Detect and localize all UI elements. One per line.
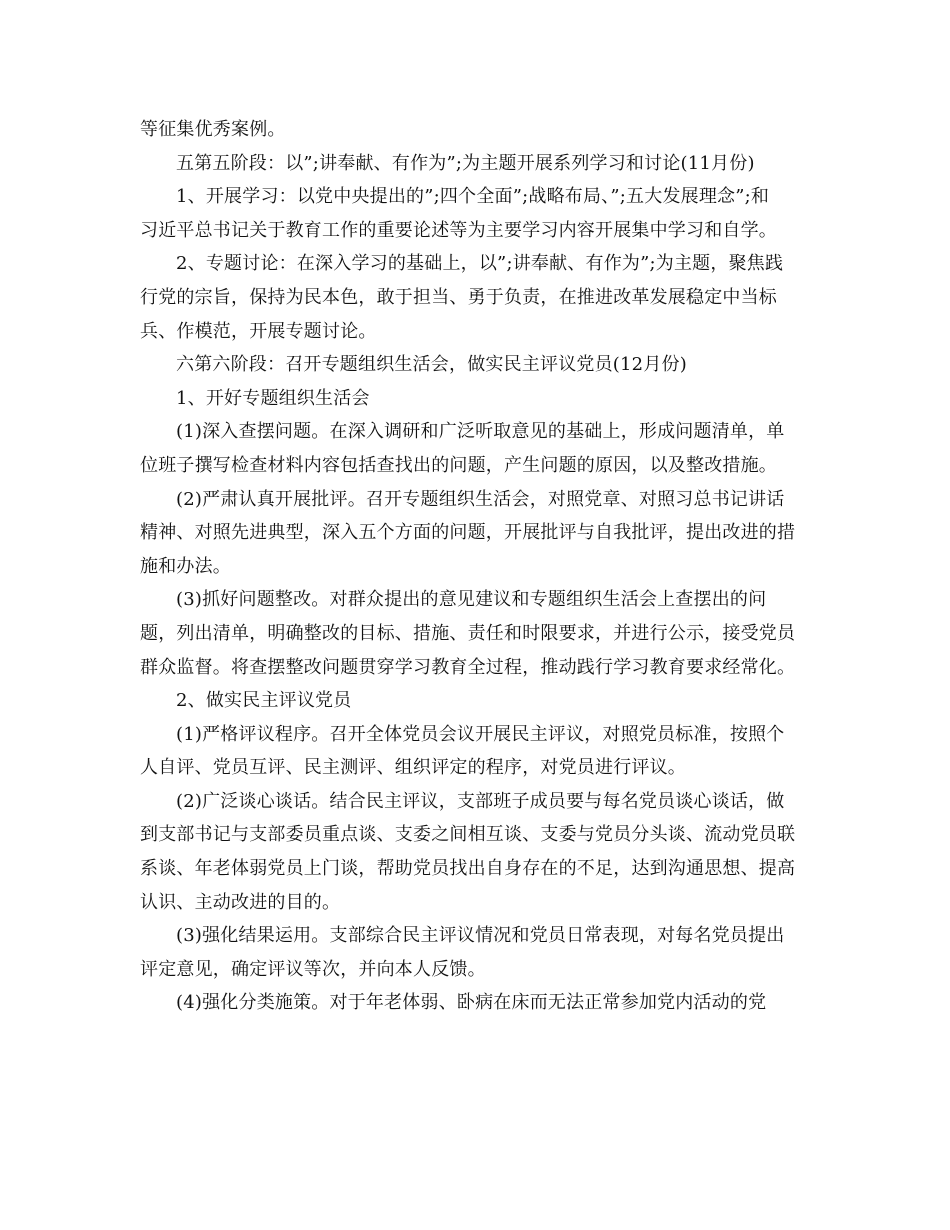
text-line: 行党的宗旨，保持为民本色，敢于担当、勇于负责，在推进改革发展稳定中当标 — [140, 286, 777, 308]
text-line: 六第六阶段：召开专题组织生活会，做实民主评议党员(12月份) — [176, 354, 687, 376]
text-line: 习近平总书记关于教育工作的重要论述等为主要学习内容开展集中学习和自学。 — [140, 219, 777, 241]
text-line: 群众监督。将查摆整改问题贯穿学习教育全过程，推动践行学习教育要求经常化。 — [140, 656, 796, 678]
text-line: (3)抓好问题整改。对群众提出的意见建议和专题组织生活会上查摆出的问 — [176, 589, 767, 611]
text-line: (4)强化分类施策。对于年老体弱、卧病在床而无法正常参加党内活动的党 — [176, 992, 767, 1014]
text-line: 2、专题讨论：在深入学习的基础上，以”;讲奉献、有作为”;为主题，聚焦践 — [176, 253, 784, 275]
text-line: 等征集优秀案例。 — [140, 119, 286, 140]
text-line: 1、开展学习：以党中央提出的”;四个全面”;战略布局、”;五大发展理念”;和 — [176, 186, 770, 208]
text-line: 位班子撰写检查材料内容包括查找出的问题，产生问题的原因，以及整改措施。 — [140, 454, 777, 476]
text-line: 评定意见，确定评议等次，并向本人反馈。 — [140, 958, 486, 980]
document-body — [140, 113, 820, 1020]
text-line: 施和办法。 — [140, 555, 231, 577]
text-line: (1)严格评议程序。召开全体党员会议开展民主评议，对照党员标准，按照个 — [176, 723, 785, 745]
text-line: 题，列出清单，明确整改的目标、措施、责任和时限要求，并进行公示，接受党员 — [140, 622, 796, 644]
text-line: 1、开好专题组织生活会 — [176, 387, 370, 409]
text-line: (2)广泛谈心谈话。结合民主评议，支部班子成员要与每名党员谈心谈话，做 — [176, 790, 785, 812]
text-line: 五第五阶段：以”;讲奉献、有作为”;为主题开展系列学习和讨论(11月份) — [176, 152, 755, 174]
text-line: (1)深入查摆问题。在深入调研和广泛听取意见的基础上，形成问题清单，单 — [176, 421, 785, 443]
text-line: (3)强化结果运用。支部综合民主评议情况和党员日常表现，对每名党员提出 — [176, 925, 785, 947]
text-line: 认识、主动改进的目的。 — [140, 891, 341, 913]
text-line: 到支部书记与支部委员重点谈、支委之间相互谈、支委与党员分头谈、流动党员联 — [140, 824, 796, 846]
text-line: 2、做实民主评议党员 — [176, 690, 352, 712]
text-line: 系谈、年老体弱党员上门谈，帮助党员找出自身存在的不足，达到沟通思想、提高 — [140, 858, 796, 880]
text-line: (2)严肃认真开展批评。召开专题组织生活会，对照党章、对照习总书记讲话 — [176, 488, 785, 510]
text-line: 精神、对照先进典型，深入五个方面的问题，开展批评与自我批评，提出改进的措 — [140, 522, 796, 544]
text-line: 兵、作模范，开展专题讨论。 — [140, 320, 377, 342]
text-line: 人自评、党员互评、民主测评、组织评定的程序，对党员进行评议。 — [140, 757, 686, 779]
